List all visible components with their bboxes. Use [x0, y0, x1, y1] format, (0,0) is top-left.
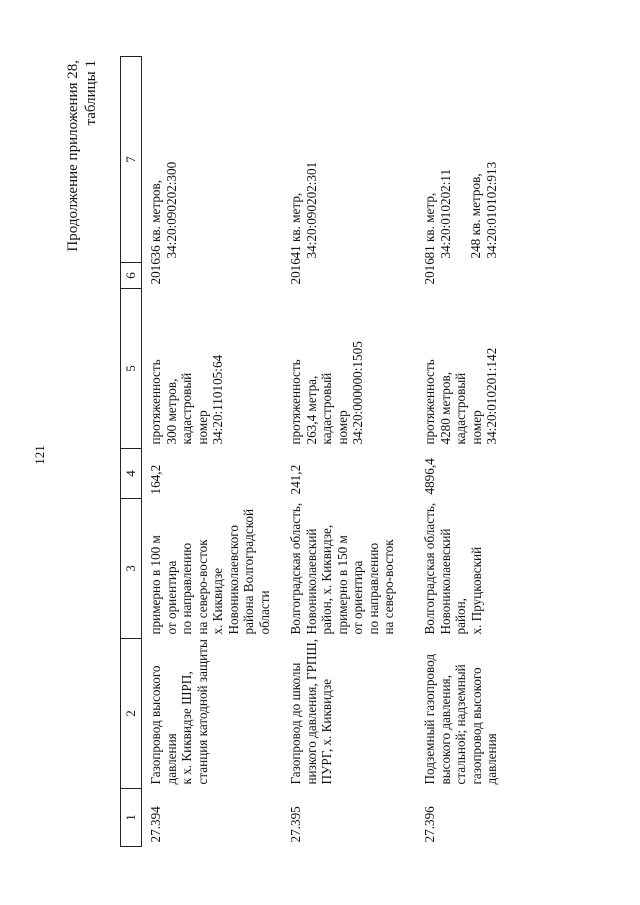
notes-line: 34:20:010102:913	[483, 161, 499, 259]
year-cell: 2016	[288, 258, 303, 285]
notes-line: 248 кв. метров,	[468, 173, 483, 259]
location-line: района Волгоградской	[241, 508, 256, 635]
location-line: от ориентира	[163, 560, 179, 635]
page-number: 121	[32, 445, 47, 465]
appendix-caption	[64, 60, 100, 252]
location-line: от ориентира	[350, 560, 365, 635]
characteristics-line: протяженность	[422, 359, 437, 445]
caption-line-1: Продолжение приложения 28,	[65, 60, 81, 252]
table-body	[142, 57, 551, 847]
notes-line: 34:20:090202:301	[303, 161, 319, 259]
location-line: Новониколаевский	[437, 528, 453, 635]
location-line: по направлению	[179, 542, 194, 635]
characteristics-line: номер	[334, 410, 350, 445]
characteristics-line: протяженность	[288, 359, 303, 445]
object-name-line: высокого давления,	[437, 675, 453, 785]
notes-line: 34:20:010202:11	[437, 168, 453, 259]
year-cell: 2016	[422, 258, 437, 285]
object-name-line: низкого давления, ГРПШ,	[303, 638, 319, 785]
column-header: 3	[121, 499, 142, 639]
characteristics-line: кадастровый	[179, 372, 194, 445]
object-name-line: Газопровод до школы	[288, 662, 303, 785]
notes-cell	[416, 57, 550, 263]
notes-line: 36 кв. метров,	[148, 179, 163, 259]
table-row	[142, 57, 283, 847]
location-line: Новониколаевского	[225, 525, 241, 635]
objects-table	[120, 56, 550, 847]
location-cell	[416, 499, 550, 639]
characteristics-line: кадастровый	[319, 372, 334, 445]
object-name-line: давления	[163, 733, 179, 785]
object-name-cell	[416, 639, 550, 789]
table-row	[416, 57, 550, 847]
location-line: Новониколаевский	[303, 528, 319, 635]
notes-line: 81 кв. метр,	[422, 192, 437, 259]
location-line: примерно в 100 м	[148, 535, 163, 635]
row-number-cell: 27.394	[148, 806, 163, 843]
table-row	[282, 57, 416, 847]
location-line: Волгоградская область,	[422, 502, 437, 635]
object-name-line: Газопровод высокого	[148, 665, 163, 785]
characteristics-cell	[416, 289, 550, 449]
row-number-cell: 27.396	[422, 806, 437, 843]
characteristics-cell	[142, 289, 283, 449]
object-name-cell	[142, 639, 283, 789]
characteristics-cell	[282, 289, 416, 449]
object-name-line: давления	[484, 733, 499, 785]
column-header: 5	[121, 289, 142, 449]
notes-cell	[282, 57, 416, 263]
length-cell: 164,2	[148, 464, 163, 495]
characteristics-line: номер	[194, 410, 210, 445]
column-header: 4	[121, 449, 142, 499]
column-header: 6	[121, 263, 142, 289]
column-header: 7	[121, 57, 142, 263]
object-name-line: ПУРГ, х. Киквидзе	[319, 678, 334, 785]
characteristics-line: 4280 метров,	[437, 371, 453, 445]
year-cell: 2016	[148, 258, 163, 285]
object-name-line: стальной; надземный	[453, 664, 468, 785]
object-name-line: к х. Киквидзе ШРП,	[179, 671, 194, 785]
notes-line: 34:20:090202:300	[163, 161, 179, 259]
object-name-line: газопровод высокого	[468, 667, 484, 785]
notes-line: 41 кв. метр,	[288, 192, 303, 259]
location-line: район, х. Киквидзе,	[319, 524, 334, 635]
location-line: на северо-восток	[381, 539, 396, 635]
row-number-cell: 27.395	[288, 806, 303, 843]
characteristics-line: 263,4 метра,	[303, 375, 319, 445]
location-line: области	[256, 590, 272, 635]
location-line: х. Киквидзе	[210, 567, 225, 635]
characteristics-line: 34:20:010201:142	[484, 347, 499, 445]
location-cell	[142, 499, 283, 639]
location-line: примерно в 150 м	[334, 535, 350, 635]
location-line: район,	[453, 598, 468, 635]
characteristics-line: 300 метров,	[163, 378, 179, 445]
characteristics-line: протяженность	[148, 359, 163, 445]
notes-cell	[142, 57, 283, 263]
characteristics-line: номер	[468, 410, 484, 445]
object-name-line: станция катодной защиты	[194, 639, 210, 785]
characteristics-line: 34:20:110105:64	[210, 354, 225, 445]
characteristics-line: кадастровый	[453, 372, 468, 445]
column-header: 1	[121, 789, 142, 847]
notes-gap	[453, 61, 468, 259]
location-line: по направлению	[365, 542, 381, 635]
table-header-row	[121, 57, 142, 847]
location-line: на северо-восток	[194, 539, 210, 635]
object-name-cell	[282, 639, 416, 789]
object-name-line: Подземный газопровод	[422, 653, 437, 785]
characteristics-line: 34:20:000000:1505	[350, 341, 365, 445]
location-cell	[282, 499, 416, 639]
length-cell: 4896,4	[422, 458, 437, 495]
location-line: х. Пруцковский	[468, 546, 484, 635]
caption-line-2: таблицы 1	[83, 60, 99, 126]
length-cell: 241,2	[288, 464, 303, 495]
column-header: 2	[121, 639, 142, 789]
location-line: Волгоградская область,	[288, 502, 303, 635]
